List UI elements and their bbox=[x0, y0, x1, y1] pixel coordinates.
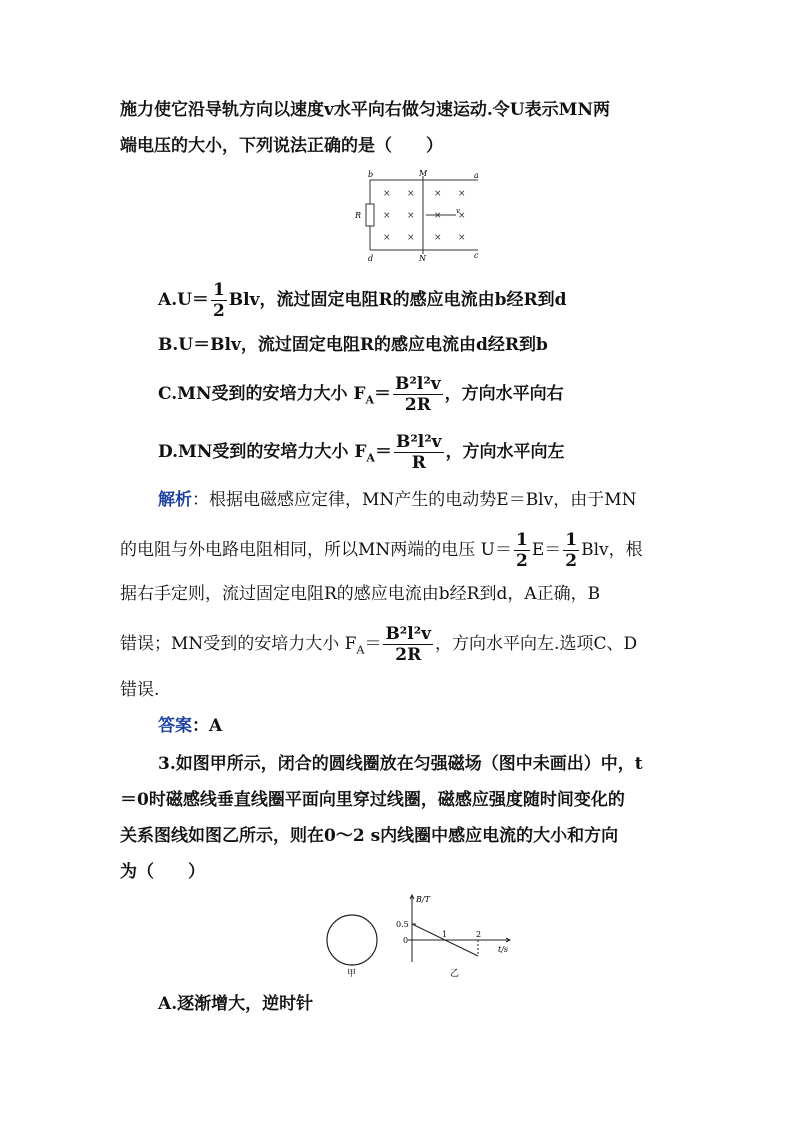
field-cross: × bbox=[434, 189, 442, 199]
q2-stem-line1: 施力使它沿导轨方向以速度v水平向右做匀速运动.令U表示MN两 bbox=[120, 100, 610, 120]
analysis-text4-prefix: 错误；MN受到的安培力大小 F bbox=[120, 634, 357, 654]
field-cross: × bbox=[458, 233, 466, 243]
label-c: c bbox=[474, 251, 479, 260]
label-N: N bbox=[419, 254, 426, 263]
label-v: v bbox=[456, 207, 460, 215]
field-cross: × bbox=[458, 189, 466, 199]
option-c bbox=[158, 374, 564, 415]
frac-num: 1 bbox=[516, 530, 528, 550]
frac-den: 2R bbox=[395, 645, 422, 665]
frac-num: 1 bbox=[212, 280, 225, 300]
option-d-suffix: ，方向水平向左 bbox=[445, 442, 565, 462]
field-cross: × bbox=[383, 189, 391, 199]
option-a-fraction bbox=[211, 280, 227, 321]
field-cross: × bbox=[434, 211, 442, 221]
q3-line1: 3.如图甲所示，闭合的圆线圈放在匀强磁场（图中未画出）中，t bbox=[158, 754, 643, 774]
analysis-line2 bbox=[120, 530, 643, 571]
analysis-fraction-3 bbox=[383, 624, 433, 665]
frac-den: R bbox=[411, 453, 426, 473]
figure-yi-graph bbox=[392, 890, 522, 982]
field-cross: × bbox=[383, 233, 391, 243]
field-cross: × bbox=[458, 211, 466, 221]
field-cross: × bbox=[383, 211, 391, 221]
tick-05: 0.5 bbox=[396, 920, 409, 929]
option-c-suffix: ，方向水平向右 bbox=[444, 384, 564, 404]
q3-option-a: A.逐渐增大，逆时针 bbox=[158, 994, 314, 1014]
option-c-prefix: C.MN受到的安培力大小 F bbox=[158, 384, 366, 404]
frac-den: 2 bbox=[516, 551, 528, 571]
option-a bbox=[158, 280, 567, 321]
figure-jia bbox=[318, 910, 388, 980]
answer-label: 答案 bbox=[158, 716, 192, 736]
answer-line bbox=[158, 714, 222, 738]
analysis-line5: 错误. bbox=[120, 680, 160, 700]
field-cross: × bbox=[407, 211, 415, 221]
analysis-line3: 据右手定则，流过固定电阻R的感应电流由b经R到d，A正确，B bbox=[120, 584, 601, 604]
figure-yi-label: 乙 bbox=[450, 969, 460, 979]
option-a-suffix: Blv，流过固定电阻R的感应电流由b经R到d bbox=[228, 290, 567, 310]
analysis-line1 bbox=[158, 488, 637, 512]
option-c-eq: ＝ bbox=[374, 384, 392, 404]
analysis-text2-suffix: Blv，根 bbox=[581, 540, 643, 560]
analysis-label: 解析 bbox=[158, 490, 192, 510]
option-a-prefix: A.U＝ bbox=[158, 290, 209, 310]
frac-num: 1 bbox=[565, 530, 578, 550]
q3-line4: 为（ ） bbox=[120, 862, 205, 882]
option-d-sub: A bbox=[366, 451, 375, 465]
frac-num: B²l²v bbox=[395, 432, 442, 452]
tick-2: 2 bbox=[476, 930, 482, 939]
option-d-fraction bbox=[394, 432, 444, 473]
frac-den: 2R bbox=[404, 395, 431, 415]
x-axis-label: t/s bbox=[498, 945, 509, 954]
label-d: d bbox=[368, 254, 374, 263]
label-M: M bbox=[419, 169, 428, 178]
frac-den: 2 bbox=[565, 551, 578, 571]
analysis-text2-mid: E＝ bbox=[531, 540, 562, 560]
q3-line2: ＝0时磁感线垂直线圈平面向里穿过线圈，磁感应强度随时间变化的 bbox=[120, 790, 625, 810]
y-axis-label: B/T bbox=[416, 895, 430, 904]
option-d-eq: ＝ bbox=[374, 442, 392, 462]
label-b: b bbox=[368, 170, 374, 179]
analysis-text4-suffix: ，方向水平向左.选项C、D bbox=[435, 634, 638, 654]
figure-jia-label: 甲 bbox=[347, 969, 357, 979]
analysis-text2-prefix: 的电阻与外电路电阻相同，所以MN两端的电压 U＝ bbox=[120, 540, 513, 560]
field-cross: × bbox=[434, 233, 442, 243]
q2-stem-line2: 端电压的大小，下列说法正确的是（ ） bbox=[120, 136, 443, 156]
option-b: B.U＝Blv，流过固定电阻R的感应电流由d经R到b bbox=[158, 335, 548, 355]
analysis-line4 bbox=[120, 624, 637, 665]
frac-den: 2 bbox=[212, 301, 225, 321]
option-d bbox=[158, 432, 565, 473]
frac-num: B²l²v bbox=[385, 624, 432, 644]
label-a: a bbox=[474, 171, 479, 180]
option-d-prefix: D.MN受到的安培力大小 F bbox=[158, 442, 367, 462]
tick-0: 0 bbox=[403, 936, 409, 945]
analysis-text1: ：根据电磁感应定律，MN产生的电动势E＝Blv，由于MN bbox=[192, 490, 637, 510]
q3-line3: 关系图线如图乙所示，则在0～2 s内线圈中感应电流的大小和方向 bbox=[120, 826, 619, 846]
circuit-figure bbox=[348, 168, 484, 264]
analysis-fraction-1 bbox=[514, 530, 530, 571]
option-c-sub: A bbox=[365, 393, 375, 407]
field-cross: × bbox=[407, 233, 415, 243]
frac-num: B²l²v bbox=[395, 374, 441, 394]
analysis-text4-eq: ＝ bbox=[364, 634, 382, 654]
option-c-fraction bbox=[393, 374, 443, 415]
analysis-text4-sub: A bbox=[356, 643, 365, 657]
answer-value: ：A bbox=[192, 716, 223, 736]
field-cross: × bbox=[407, 189, 415, 199]
tick-1: 1 bbox=[442, 930, 448, 939]
label-R: R bbox=[355, 211, 362, 220]
analysis-fraction-2 bbox=[563, 530, 579, 571]
